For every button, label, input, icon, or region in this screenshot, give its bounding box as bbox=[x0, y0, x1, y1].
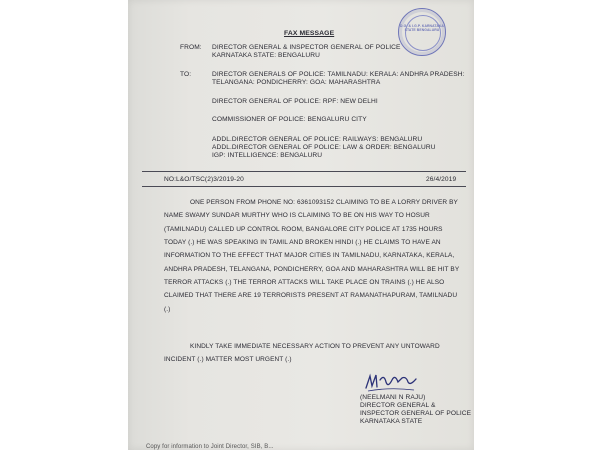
body-line: INCIDENT (.) MATTER MOST URGENT (.) bbox=[164, 356, 292, 364]
message-paragraph-1 bbox=[164, 196, 464, 316]
body-line: TODAY (.) HE WAS SPEAKING IN TAMIL AND BROKEN HINDI (.) HE CLAIMS TO HAVE AN bbox=[164, 238, 441, 246]
office-seal-stamp bbox=[398, 8, 446, 56]
to-group-addl bbox=[212, 136, 436, 160]
handwritten-signature bbox=[362, 370, 420, 394]
divider-top bbox=[142, 171, 466, 172]
signatory-name: (NEELMANI N RAJU) bbox=[360, 394, 426, 401]
fax-document bbox=[128, 0, 474, 450]
to-group-rpf bbox=[212, 98, 378, 106]
divider-bottom bbox=[142, 186, 466, 187]
reference-number: NO:L&O/TSC(2)3/2019-20 bbox=[164, 176, 244, 183]
copy-to-footer: Copy for information to Joint Director, SIB, B... bbox=[146, 444, 274, 450]
body-line: TERROR ATTACKS (.) THE TERROR ATTACKS WILL TAKE PLACE ON TRAINS (.) HE ALSO bbox=[164, 278, 445, 286]
to-line: TELANGANA: PONDICHERRY: GOA: MAHARASHTRA bbox=[212, 79, 381, 87]
to-group-dgps bbox=[212, 71, 465, 87]
from-line: KARNATAKA STATE: BENGALURU bbox=[212, 52, 320, 60]
seal-text: D.G. & I.G.P. KARNATAKA STATE BENGALURU bbox=[400, 24, 444, 32]
seal-inner-ring bbox=[405, 15, 441, 51]
to-line: ADDL.DIRECTOR GENERAL OF POLICE: RAILWAYS: BENGALURU bbox=[212, 136, 423, 143]
signature-block bbox=[360, 394, 471, 426]
to-line: IGP: INTELLIGENCE: BENGALURU bbox=[212, 152, 323, 160]
body-line: ANDHRA PRADESH, TELANGANA, PONDICHERRY, GOA AND MAHARASHTRA WILL BE HIT BY bbox=[164, 265, 460, 273]
signatory-title: INSPECTOR GENERAL OF POLICE bbox=[360, 410, 472, 418]
body-line: NAME SWAMY SUNDAR MURTHY WHO IS CLAIMING TO BE ON HIS WAY TO HOSUR bbox=[164, 212, 430, 220]
from-label: FROM: bbox=[180, 44, 202, 51]
body-line: (.) bbox=[164, 305, 171, 313]
body-line: ONE PERSON FROM PHONE NO: 6361093152 CLAIMING TO BE A LORRY DRIVER BY bbox=[190, 199, 458, 206]
body-line: INFORMATION TO THE EFFECT THAT MAJOR CITIES IN TAMILNADU, KARNATAKA, KERALA, bbox=[164, 252, 455, 260]
body-line: KINDLY TAKE IMMEDIATE NECESSARY ACTION TO PREVENT ANY UNTOWARD bbox=[190, 343, 440, 350]
to-line: DIRECTOR GENERALS OF POLICE: TAMILNADU: KERALA: ANDHRA PRADESH: bbox=[212, 71, 465, 78]
to-line: ADDL.DIRECTOR GENERAL OF POLICE: LAW & ORDER: BENGALURU bbox=[212, 144, 436, 152]
fax-title: FAX MESSAGE bbox=[284, 30, 335, 37]
message-paragraph-2 bbox=[164, 340, 464, 367]
body-line: (TAMILNADU) CALLED UP CONTROL ROOM, BANGALORE CITY POLICE AT 1735 HOURS bbox=[164, 225, 443, 233]
from-block bbox=[212, 44, 401, 60]
reference-date: 26/4/2019 bbox=[426, 176, 457, 183]
to-line: COMMISSIONER OF POLICE: BENGALURU CITY bbox=[212, 116, 367, 123]
signatory-title: DIRECTOR GENERAL & bbox=[360, 402, 436, 410]
to-label: TO: bbox=[180, 71, 192, 78]
to-group-commissioner bbox=[212, 116, 367, 124]
body-line: CLAIMED THAT THERE ARE 19 TERRORISTS PRESENT AT RAMANATHAPURAM, TAMILNADU bbox=[164, 292, 458, 300]
signatory-title: KARNATAKA STATE bbox=[360, 418, 423, 426]
to-line: DIRECTOR GENERAL OF POLICE: RPF: NEW DELHI bbox=[212, 98, 378, 105]
from-line: DIRECTOR GENERAL & INSPECTOR GENERAL OF POLICE bbox=[212, 44, 401, 51]
